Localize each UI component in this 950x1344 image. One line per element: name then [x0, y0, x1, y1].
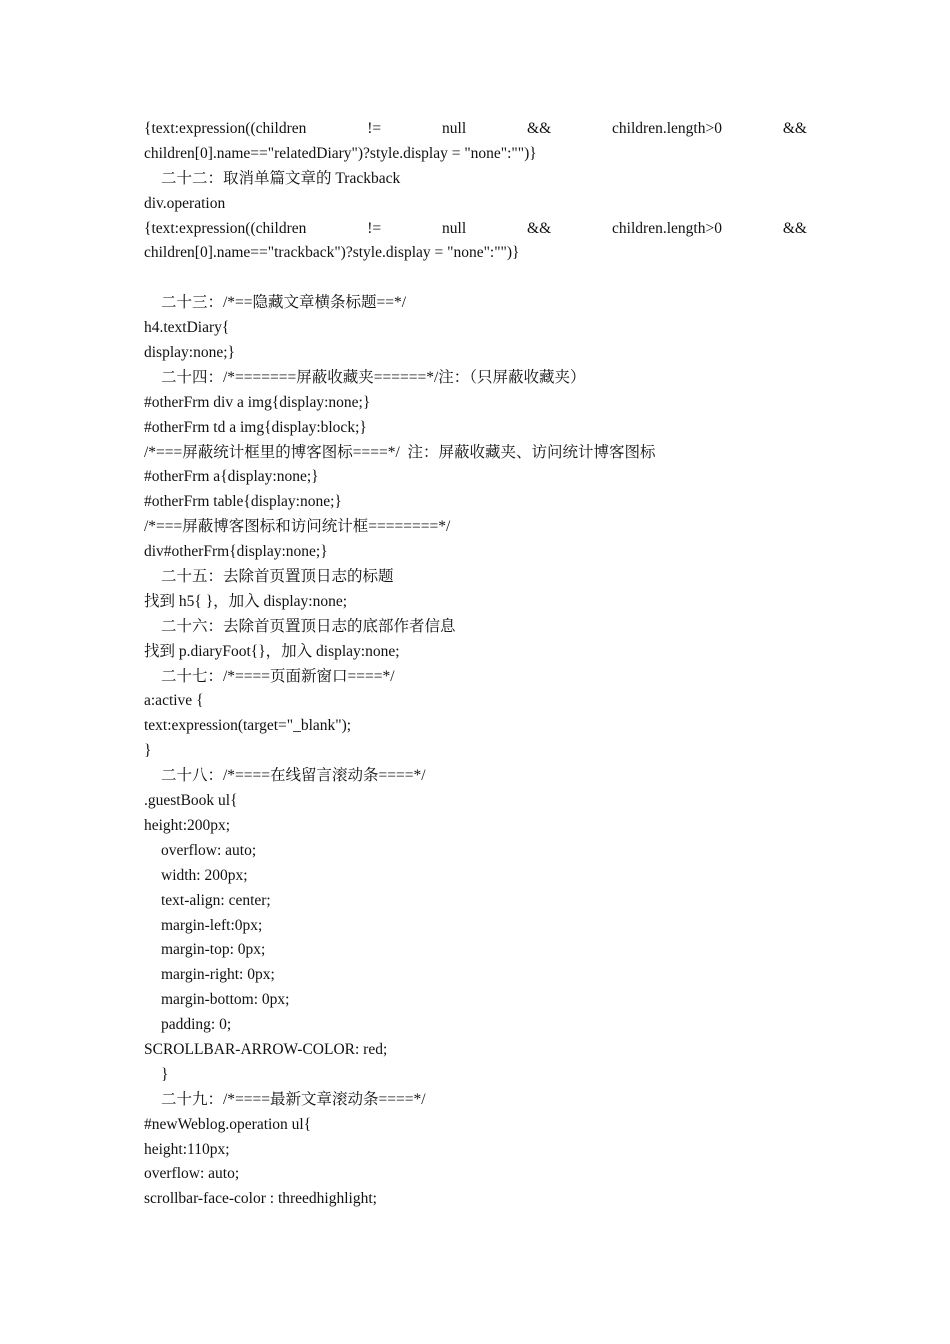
code-token: &&	[782, 219, 807, 237]
code-line: display:none;}	[144, 344, 235, 362]
code-line: #otherFrm td a img{display:block;}	[144, 418, 367, 436]
code-line: h4.textDiary{	[144, 319, 230, 337]
code-line: .guestBook ul{	[144, 792, 238, 810]
code-line: #otherFrm a{display:none;}	[144, 468, 319, 486]
code-token: {text:expression((children	[144, 120, 307, 137]
indented-line: 二十三：/*==隐藏文章横条标题==*/	[161, 294, 407, 312]
indented-line: 二十九：/*====最新文章滚动条====*/	[161, 1090, 426, 1108]
indented-line: margin-bottom: 0px;	[161, 991, 290, 1009]
indented-line: width: 200px;	[161, 866, 248, 884]
indented-line: text-align: center;	[161, 891, 271, 909]
code-token: !=	[367, 120, 382, 137]
code-token: null	[442, 219, 467, 237]
indented-line: 二十二：取消单篇文章的 Trackback	[161, 169, 401, 187]
code-line: height:110px;	[144, 1140, 230, 1158]
code-line-justified	[144, 117, 807, 142]
code-token: null	[442, 120, 467, 137]
code-token: {text:expression((children	[144, 219, 307, 237]
indented-line: padding: 0;	[161, 1016, 232, 1034]
code-line: /*===屏蔽统计框里的博客图标====*/ 注：屏蔽收藏夹、访问统计博客图标	[144, 443, 656, 461]
code-line: scrollbar-face-color : threedhighlight;	[144, 1190, 377, 1208]
code-line: /*===屏蔽博客图标和访问统计框========*/	[144, 518, 451, 536]
code-line: children[0].name=="trackback")?style.display = "none":"")}	[144, 244, 520, 262]
document-body	[144, 117, 807, 1212]
indented-line: 二十七：/*====页面新窗口====*/	[161, 667, 395, 685]
code-line: a:active {	[144, 692, 204, 710]
indented-line: }	[161, 1065, 169, 1083]
code-line: 找到 p.diaryFoot{}，加入 display:none;	[144, 642, 400, 660]
code-line: 找到 h5{ }，加入 display:none;	[144, 592, 348, 610]
code-token: &&	[782, 120, 807, 137]
code-token: children.length>0	[612, 120, 722, 137]
indented-line: margin-top: 0px;	[161, 941, 266, 959]
indented-line: 二十五：去除首页置顶日志的标题	[161, 568, 394, 586]
code-line: div#otherFrm{display:none;}	[144, 543, 328, 561]
code-line: text:expression(target="_blank");	[144, 717, 352, 735]
code-token: &&	[527, 219, 552, 237]
code-line: div.operation	[144, 194, 226, 212]
code-line: #otherFrm table{display:none;}	[144, 493, 342, 511]
blank-line	[144, 266, 807, 291]
indented-line: margin-right: 0px;	[161, 966, 275, 984]
indented-line: margin-left:0px;	[161, 916, 263, 934]
code-token: &&	[527, 120, 552, 137]
indented-line: 二十八：/*====在线留言滚动条====*/	[161, 767, 426, 785]
indented-line: 二十六：去除首页置顶日志的底部作者信息	[161, 617, 456, 635]
code-line: overflow: auto;	[144, 1165, 240, 1183]
code-line: children[0].name=="relatedDiary")?style.display = "none":"")}	[144, 144, 537, 162]
code-line: SCROLLBAR-ARROW-COLOR: red;	[144, 1040, 388, 1058]
code-token: !=	[367, 219, 382, 237]
code-line-justified	[144, 217, 807, 242]
code-line: #newWeblog.operation ul{	[144, 1115, 312, 1133]
code-token: children.length>0	[612, 219, 722, 237]
code-line: }	[144, 742, 152, 760]
indented-line: overflow: auto;	[161, 841, 257, 859]
code-line: height:200px;	[144, 816, 231, 834]
indented-line: 二十四：/*=======屏蔽收藏夹======*/注：（只屏蔽收藏夹）	[161, 368, 586, 386]
code-line: #otherFrm div a img{display:none;}	[144, 393, 371, 411]
